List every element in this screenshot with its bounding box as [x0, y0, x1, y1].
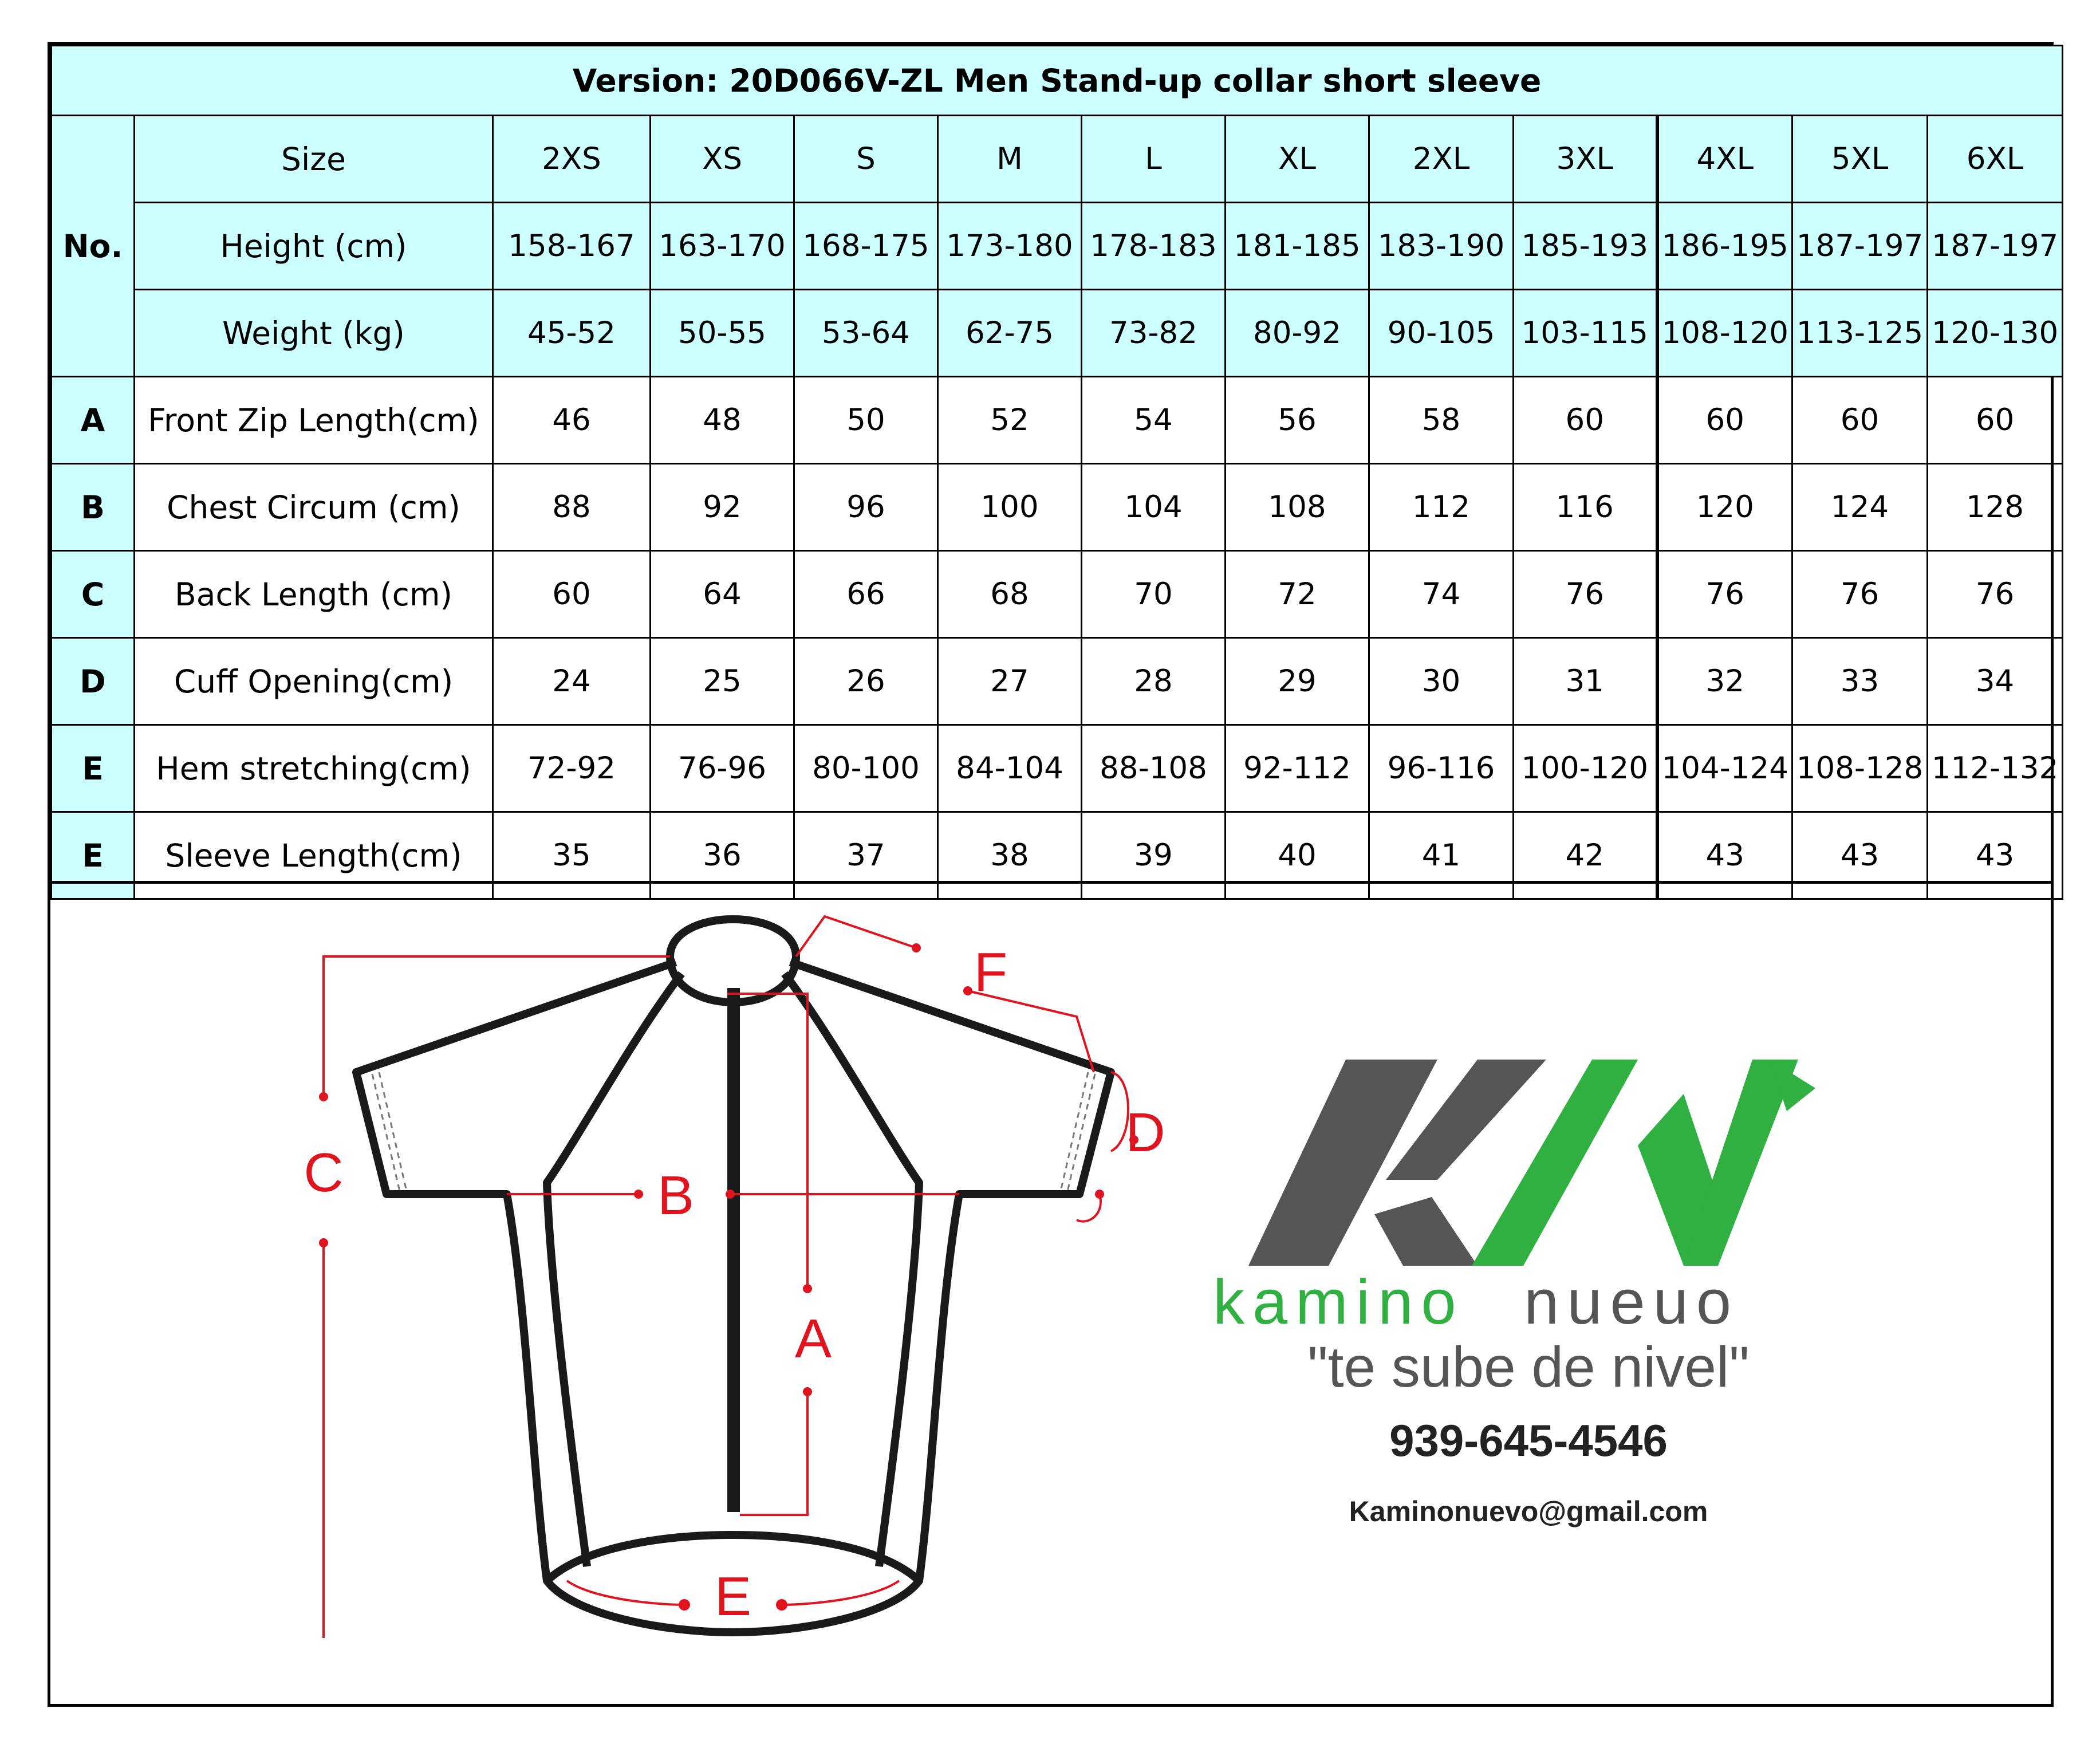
- header-cell: 73-82: [1082, 290, 1226, 377]
- header-cell: 50-55: [651, 290, 794, 377]
- header-cell: XL: [1226, 116, 1369, 203]
- measurement-cell: 108-128: [1792, 725, 1928, 812]
- measurement-cell: 26: [794, 638, 938, 725]
- measurement-cell: 43: [1657, 812, 1792, 899]
- header-label: Weight (kg): [135, 290, 493, 377]
- measurement-cell: 100-120: [1514, 725, 1657, 812]
- measurement-cell: 104: [1082, 464, 1226, 551]
- measurement-cell: 37: [794, 812, 938, 899]
- measurement-cell: 128: [1928, 464, 2063, 551]
- label-e: E: [714, 1566, 752, 1627]
- measurement-cell: 52: [938, 377, 1082, 464]
- measurement-cell: 42: [1514, 812, 1657, 899]
- header-cell: XS: [651, 116, 794, 203]
- row-label: Back Length (cm): [135, 551, 493, 638]
- measurement-cell: 60: [1514, 377, 1657, 464]
- row-label: Hem stretching(cm): [135, 725, 493, 812]
- header-cell: 62-75: [938, 290, 1082, 377]
- measurement-cell: 74: [1369, 551, 1514, 638]
- measurement-cell: 34: [1928, 638, 2063, 725]
- measurement-row: [52, 551, 2063, 638]
- header-cell: S: [794, 116, 938, 203]
- measurement-cell: 72: [1226, 551, 1369, 638]
- measurement-row: [52, 638, 2063, 725]
- measurement-cell: 36: [651, 812, 794, 899]
- measurement-cell: 60: [1928, 377, 2063, 464]
- header-cell: 3XL: [1514, 116, 1657, 203]
- jersey-measurement-diagram: [229, 871, 1191, 1638]
- header-cell: 2XL: [1369, 116, 1514, 203]
- measurement-cell: 54: [1082, 377, 1226, 464]
- measurement-cell: 38: [938, 812, 1082, 899]
- chart-title: Version: 20D066V-ZL Men Stand-up collar short sleeve: [52, 46, 2063, 116]
- label-a: A: [794, 1308, 832, 1369]
- header-cell: 120-130: [1928, 290, 2063, 377]
- measurement-cell: 50: [794, 377, 938, 464]
- measurement-cell: 112-132: [1928, 725, 2063, 812]
- measurement-cell: 30: [1369, 638, 1514, 725]
- header-cell: 173-180: [938, 203, 1082, 290]
- measurement-cell: 124: [1792, 464, 1928, 551]
- measurement-cell: 48: [651, 377, 794, 464]
- measurement-cell: 96: [794, 464, 938, 551]
- measurement-cell: 80-100: [794, 725, 938, 812]
- header-cell: M: [938, 116, 1082, 203]
- row-label: Chest Circum (cm): [135, 464, 493, 551]
- row-label: Cuff Opening(cm): [135, 638, 493, 725]
- measurement-cell: 33: [1792, 638, 1928, 725]
- title-row: [52, 46, 2063, 116]
- measurement-cell: 25: [651, 638, 794, 725]
- measurement-cell: 60: [493, 551, 651, 638]
- header-cell: 108-120: [1657, 290, 1792, 377]
- header-cell: 53-64: [794, 290, 938, 377]
- measurement-cell: 28: [1082, 638, 1226, 725]
- header-cell: 113-125: [1792, 290, 1928, 377]
- dimension-lines: [324, 916, 1128, 1638]
- header-cell: 187-197: [1792, 203, 1928, 290]
- measurement-cell: 56: [1226, 377, 1369, 464]
- measurement-cell: 108: [1226, 464, 1369, 551]
- header-cell: 183-190: [1369, 203, 1514, 290]
- header-row: [52, 290, 2063, 377]
- measurement-row: [52, 377, 2063, 464]
- no-label: No.: [52, 116, 135, 377]
- measurement-cell: 116: [1514, 464, 1657, 551]
- measurement-cell: 32: [1657, 638, 1792, 725]
- label-c: C: [304, 1142, 344, 1203]
- contact-email: Kaminonuevo@gmail.com: [1349, 1495, 1708, 1527]
- measurement-cell: 40: [1226, 812, 1369, 899]
- measurement-cell: 70: [1082, 551, 1226, 638]
- measurement-cell: 41: [1369, 812, 1514, 899]
- measurement-cell: 120: [1657, 464, 1792, 551]
- brand-tagline: "te sube de nivel": [1307, 1335, 1750, 1399]
- header-cell: 168-175: [794, 203, 938, 290]
- header-cell: 90-105: [1369, 290, 1514, 377]
- measurement-cell: 84-104: [938, 725, 1082, 812]
- header-label: Height (cm): [135, 203, 493, 290]
- header-row: [52, 203, 2063, 290]
- measurement-cell: 39: [1082, 812, 1226, 899]
- logo-n-letter: [1472, 1060, 1815, 1266]
- header-cell: 181-185: [1226, 203, 1369, 290]
- measurement-row: [52, 725, 2063, 812]
- contact-phone: 939-645-4546: [1389, 1415, 1668, 1466]
- measurement-cell: 27: [938, 638, 1082, 725]
- header-cell: 186-195: [1657, 203, 1792, 290]
- header-label: Size: [135, 116, 493, 203]
- header-cell: 2XS: [493, 116, 651, 203]
- header-cell: 187-197: [1928, 203, 2063, 290]
- label-d: D: [1125, 1102, 1165, 1163]
- measurement-cell: 112: [1369, 464, 1514, 551]
- measurement-cell: 76-96: [651, 725, 794, 812]
- header-cell: L: [1082, 116, 1226, 203]
- measurement-cell: 72-92: [493, 725, 651, 812]
- measurement-cell: 35: [493, 812, 651, 899]
- measurement-cell: 76: [1657, 551, 1792, 638]
- measurement-cell: 64: [651, 551, 794, 638]
- measurement-cell: 76: [1792, 551, 1928, 638]
- measurement-cell: 88-108: [1082, 725, 1226, 812]
- measurement-cell: 43: [1928, 812, 2063, 899]
- header-cell: 5XL: [1792, 116, 1928, 203]
- measurement-cell: 88: [493, 464, 651, 551]
- header-cell: 80-92: [1226, 290, 1369, 377]
- row-label: Front Zip Length(cm): [135, 377, 493, 464]
- measurement-cell: 92-112: [1226, 725, 1369, 812]
- header-cell: 185-193: [1514, 203, 1657, 290]
- measurement-cell: 104-124: [1657, 725, 1792, 812]
- row-code: D: [52, 638, 135, 725]
- measurement-cell: 100: [938, 464, 1082, 551]
- measurement-cell: 24: [493, 638, 651, 725]
- measurement-row: [52, 464, 2063, 551]
- row-code: A: [52, 377, 135, 464]
- header-cell: 45-52: [493, 290, 651, 377]
- header-cell: 158-167: [493, 203, 651, 290]
- header-cell: 163-170: [651, 203, 794, 290]
- header-cell: 4XL: [1657, 116, 1792, 203]
- measurement-cell: 60: [1657, 377, 1792, 464]
- row-code: E: [52, 725, 135, 812]
- row-label: Sleeve Length(cm): [135, 812, 493, 899]
- brand-wordmark: [1213, 1266, 1844, 1338]
- measurement-cell: 76: [1514, 551, 1657, 638]
- front-zip: [727, 988, 740, 1512]
- brand-name-right: nueuo: [1524, 1267, 1740, 1337]
- measurement-cell: 46: [493, 377, 651, 464]
- header-cell: 6XL: [1928, 116, 2063, 203]
- header-row: [52, 116, 2063, 203]
- label-f: F: [974, 942, 1008, 1003]
- measurement-cell: 43: [1792, 812, 1928, 899]
- header-cell: 103-115: [1514, 290, 1657, 377]
- brand-name-left: kamino: [1213, 1267, 1464, 1337]
- measurement-cell: 66: [794, 551, 938, 638]
- row-code: C: [52, 551, 135, 638]
- measurement-cell: 96-116: [1369, 725, 1514, 812]
- measurement-cell: 60: [1792, 377, 1928, 464]
- size-table-body: [52, 46, 2063, 899]
- size-table: [50, 45, 2063, 900]
- measurement-cell: 68: [938, 551, 1082, 638]
- header-cell: 178-183: [1082, 203, 1226, 290]
- measurement-cell: 76: [1928, 551, 2063, 638]
- measurement-cell: 92: [651, 464, 794, 551]
- measurement-cell: 29: [1226, 638, 1369, 725]
- row-code: E: [52, 812, 135, 899]
- label-b: B: [657, 1165, 695, 1226]
- row-code: B: [52, 464, 135, 551]
- measurement-cell: 31: [1514, 638, 1657, 725]
- measurement-cell: 58: [1369, 377, 1514, 464]
